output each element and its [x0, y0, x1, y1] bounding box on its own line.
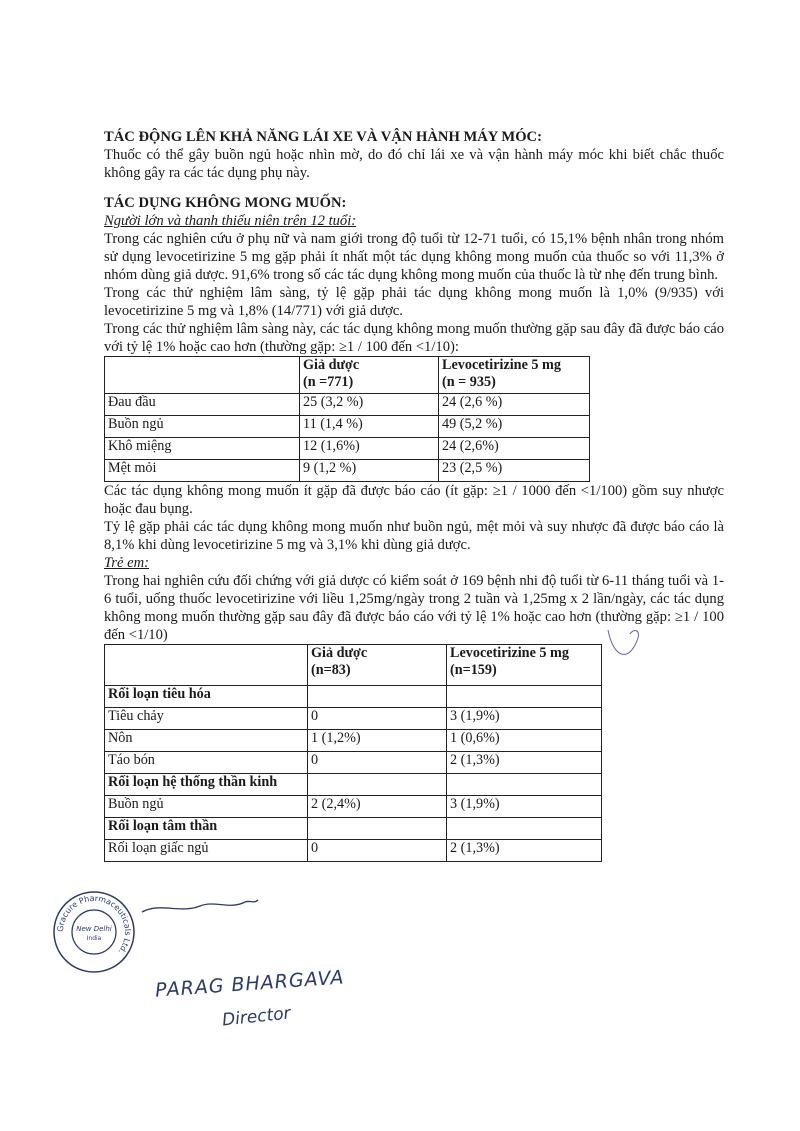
table-row [105, 840, 602, 862]
group-label: Rối loạn tâm thần [105, 818, 308, 840]
placebo-value: 0 [308, 840, 447, 862]
table-row [105, 752, 602, 774]
stamp-center-line2: India [86, 935, 102, 942]
placebo-value: 11 (1,4 %) [300, 416, 439, 438]
group-label: Rối loạn tiêu hóa [105, 686, 308, 708]
row-label: Khô miệng [105, 438, 300, 460]
row-label: Buồn ngủ [105, 796, 308, 818]
driving-text: Thuốc có thể gây buồn ngủ hoặc nhìn mờ, do đó chỉ lái xe và vận hành máy móc khi biết chắc thuốc không gây ra các tác dụng phụ này. [104, 147, 724, 181]
signature-name: PARAG BHARGAVA [154, 966, 346, 1002]
table-header-row [105, 645, 602, 686]
adult-paragraph-4: Các tác dụng không mong muốn ít gặp đã được báo cáo (ít gặp: ≥1 / 1000 đến <1/100) gồm suy nhược hoặc đau bụng. [104, 483, 724, 517]
placebo-value: 0 [308, 708, 447, 730]
row-label: Táo bón [105, 752, 308, 774]
table-row [105, 438, 590, 460]
drug-value: 3 (1,9%) [447, 708, 602, 730]
table-group-row [105, 774, 602, 796]
table-row [105, 460, 590, 482]
adult-subheading: Người lớn và thanh thiếu niên trên 12 tuổi: [104, 213, 357, 229]
drug-value: 1 (0,6%) [447, 730, 602, 752]
row-label: Mệt mỏi [105, 460, 300, 482]
drug-value: 24 (2,6 %) [439, 394, 590, 416]
heading-driving: TÁC ĐỘNG LÊN KHẢ NĂNG LÁI XE VÀ VẬN HÀNH MÁY MÓC: [104, 129, 542, 145]
table-row [105, 416, 590, 438]
signature-title: Director [221, 1003, 292, 1031]
drug-header: Levocetirizine 5 mg (n = 935) [439, 357, 590, 394]
signature-scribble [140, 892, 260, 922]
drug-header: Levocetirizine 5 mg (n=159) [447, 645, 602, 686]
placebo-value: 0 [308, 752, 447, 774]
group-label: Rối loạn hệ thống thần kinh [105, 774, 308, 796]
row-label: Đau đầu [105, 394, 300, 416]
stamp-center-line1: New Delhi [76, 925, 112, 933]
placebo-value: 25 (3,2 %) [300, 394, 439, 416]
adult-adverse-effects-table [104, 356, 590, 482]
adult-paragraph-2: Trong các thử nghiệm lâm sàng, tỷ lệ gặp phải tác dụng không mong muốn là 1,0% (9/935) với levocetirizine 5 mg và 1,8% (14/771) với giả dược. [104, 285, 724, 319]
drug-value: 2 (1,3%) [447, 840, 602, 862]
row-label: Tiêu chảy [105, 708, 308, 730]
child-subheading: Trẻ em: [104, 555, 149, 571]
drug-value: 49 (5,2 %) [439, 416, 590, 438]
table-row [105, 394, 590, 416]
placebo-value: 12 (1,6%) [300, 438, 439, 460]
child-adverse-effects-table [104, 644, 602, 862]
table-group-row [105, 686, 602, 708]
row-label: Nôn [105, 730, 308, 752]
drug-value: 3 (1,9%) [447, 796, 602, 818]
adult-paragraph-5: Tỷ lệ gặp phải các tác dụng không mong muốn như buồn ngủ, mệt mỏi và suy nhược đã được báo cáo là 8,1% khi dùng levocetirizine 5 mg và 3,1% khi dùng giả dược. [104, 519, 724, 553]
drug-value: 23 (2,5 %) [439, 460, 590, 482]
table-row [105, 796, 602, 818]
row-label: Buồn ngủ [105, 416, 300, 438]
table-group-row [105, 818, 602, 840]
child-paragraph-1: Trong hai nghiên cứu đối chứng với giả dược có kiểm soát ở 169 bệnh nhi độ tuổi từ 6-11 tháng tuổi và 1-6 tuổi, uống thuốc levocetirizine với liều 1,25mg/ngày trong 2 tuần và 1,25mg x 2 lần/ngày, các tác dụng không mong muốn thường gặp sau đây đã được báo cáo với tỷ lệ 1% hoặc cao hơn (thường gặp: ≥1 / 100 đến <1/10) [104, 573, 724, 643]
placebo-header: Giả dược (n =771) [300, 357, 439, 394]
company-stamp [52, 890, 136, 974]
initials-mark [600, 620, 650, 670]
adult-paragraph-3: Trong các thử nghiệm lâm sàng này, các tác dụng không mong muốn thường gặp sau đây đã được báo cáo với tỷ lệ 1% hoặc cao hơn (thường gặp: ≥1 / 100 đến <1/10): [104, 321, 724, 355]
drug-value: 24 (2,6%) [439, 438, 590, 460]
placebo-value: 1 (1,2%) [308, 730, 447, 752]
placebo-value: 2 (2,4%) [308, 796, 447, 818]
table-corner-cell [105, 357, 300, 394]
stamp-ring-text: Gracure Pharmaceuticals Ltd. [55, 893, 133, 956]
row-label: Rối loạn giấc ngủ [105, 840, 308, 862]
table-row [105, 730, 602, 752]
placebo-value: 9 (1,2 %) [300, 460, 439, 482]
document-body [104, 128, 724, 862]
table-row [105, 708, 602, 730]
table-header-row [105, 357, 590, 394]
table-corner-cell [105, 645, 308, 686]
adult-paragraph-1: Trong các nghiên cứu ở phụ nữ và nam giới trong độ tuổi từ 12-71 tuổi, có 15,1% bệnh nhân trong nhóm sử dụng levocetirizine 5 mg gặp phải ít nhất một tác dụng không mong muốn của thuốc so với 11,3% ở nhóm dùng giả dược. 91,6% trong số các tác dụng không mong muốn của thuốc là từ nhẹ đến trung bình. [104, 231, 724, 283]
placebo-header: Giả dược (n=83) [308, 645, 447, 686]
heading-side-effects: TÁC DỤNG KHÔNG MONG MUỐN: [104, 195, 347, 211]
drug-value: 2 (1,3%) [447, 752, 602, 774]
